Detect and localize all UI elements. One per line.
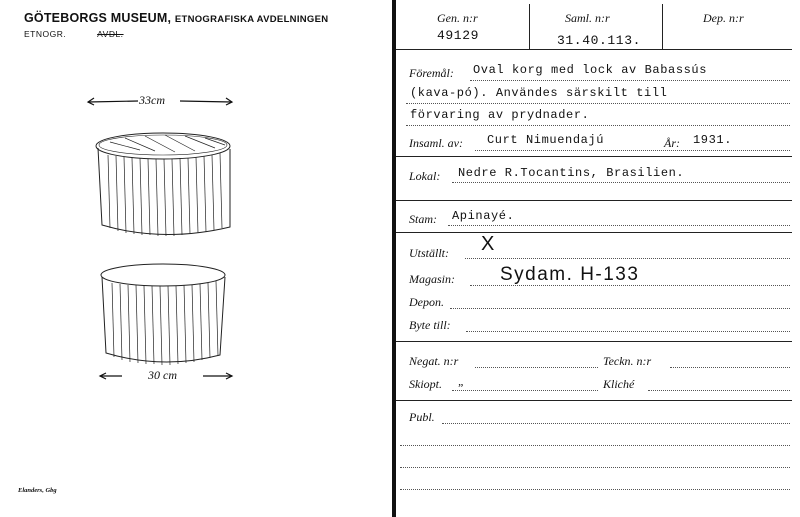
printer-credit: Elanders, Gbg xyxy=(18,487,57,494)
rule-after-skiopt xyxy=(396,400,792,401)
gen-nr-value: 49129 xyxy=(437,28,480,43)
stam-rule xyxy=(448,225,790,226)
publ-label: Publ. xyxy=(409,410,435,424)
magasin-value: Sydam. H-133 xyxy=(500,264,640,285)
teckn-label: Teckn. n:r xyxy=(603,354,652,368)
etnogr-label: ETNOGR. xyxy=(24,29,67,39)
kliche-rule xyxy=(648,390,790,391)
museum-name: GÖTEBORGS MUSEUM, xyxy=(24,11,172,25)
foremal-line-1: Oval korg med lock av Babassús xyxy=(473,63,708,77)
department-name: ETNOGRAFISKA AVDELNINGEN xyxy=(174,14,329,25)
foremal-line-2: (kava-pó). Användes särskilt till xyxy=(410,86,668,100)
lokal-value: Nedre R.Tocantins, Brasilien. xyxy=(458,166,685,180)
box-separator-1 xyxy=(529,4,530,50)
gen-nr-label: Gen. n:r xyxy=(437,11,478,25)
foremal-rule-1 xyxy=(470,80,790,81)
publ-rule-2 xyxy=(400,445,790,446)
insaml-value: Curt Nimuendajú xyxy=(487,133,605,147)
utstallt-rule xyxy=(465,258,790,259)
negat-label: Negat. n:r xyxy=(409,354,459,368)
lokal-label: Lokal: xyxy=(409,169,441,183)
foremal-label: Föremål: xyxy=(409,66,454,80)
open-basket-drawing xyxy=(101,264,225,365)
struck-abbrev: AVDL. xyxy=(97,29,124,39)
stam-label: Stam: xyxy=(409,212,437,226)
rule-after-stam xyxy=(396,232,792,233)
kliche-label: Kliché xyxy=(603,377,635,391)
saml-nr-value: 31.40.113. xyxy=(557,33,642,48)
teckn-rule xyxy=(670,367,790,368)
skiopt-mark: „ xyxy=(458,374,465,388)
top-box-bottom-rule xyxy=(396,49,792,50)
saml-nr-label: Saml. n:r xyxy=(565,11,610,25)
dimension-bottom-label: 30 cm xyxy=(148,368,177,382)
magasin-rule xyxy=(470,285,790,286)
negat-rule xyxy=(475,367,598,368)
utstallt-value: X xyxy=(481,233,496,255)
ar-value: 1931. xyxy=(693,133,733,147)
rule-after-lokal xyxy=(396,200,792,201)
byte-label: Byte till: xyxy=(409,318,451,332)
foremal-line-3: förvaring av prydnader. xyxy=(410,108,590,122)
basket-sketch xyxy=(80,85,250,405)
skiopt-label: Skiopt. xyxy=(409,377,442,391)
museum-header xyxy=(24,11,328,25)
utstallt-label: Utställt: xyxy=(409,246,450,260)
ar-label: År: xyxy=(664,136,680,150)
skiopt-rule xyxy=(452,390,598,391)
insaml-label: Insaml. av: xyxy=(409,136,463,150)
dimension-top-label: 33cm xyxy=(139,93,165,107)
foremal-rule-2 xyxy=(406,103,790,104)
publ-rule-4 xyxy=(400,489,790,490)
publ-rule-1 xyxy=(442,423,790,424)
foremal-rule-3 xyxy=(406,125,790,126)
card-divider xyxy=(392,0,396,517)
box-separator-2 xyxy=(662,4,663,50)
lokal-rule xyxy=(452,182,790,183)
depon-label: Depon. xyxy=(409,295,444,309)
rule-after-byte xyxy=(396,341,792,342)
lidded-basket-drawing xyxy=(96,133,230,236)
depon-rule xyxy=(450,308,790,309)
rule-after-insaml xyxy=(396,156,792,157)
insaml-rule xyxy=(475,150,790,151)
stam-value: Apinayé. xyxy=(452,209,515,223)
etnogr-line xyxy=(24,29,124,39)
publ-rule-3 xyxy=(400,467,790,468)
dep-nr-label: Dep. n:r xyxy=(703,11,744,25)
byte-rule xyxy=(466,331,790,332)
magasin-label: Magasin: xyxy=(409,272,455,286)
